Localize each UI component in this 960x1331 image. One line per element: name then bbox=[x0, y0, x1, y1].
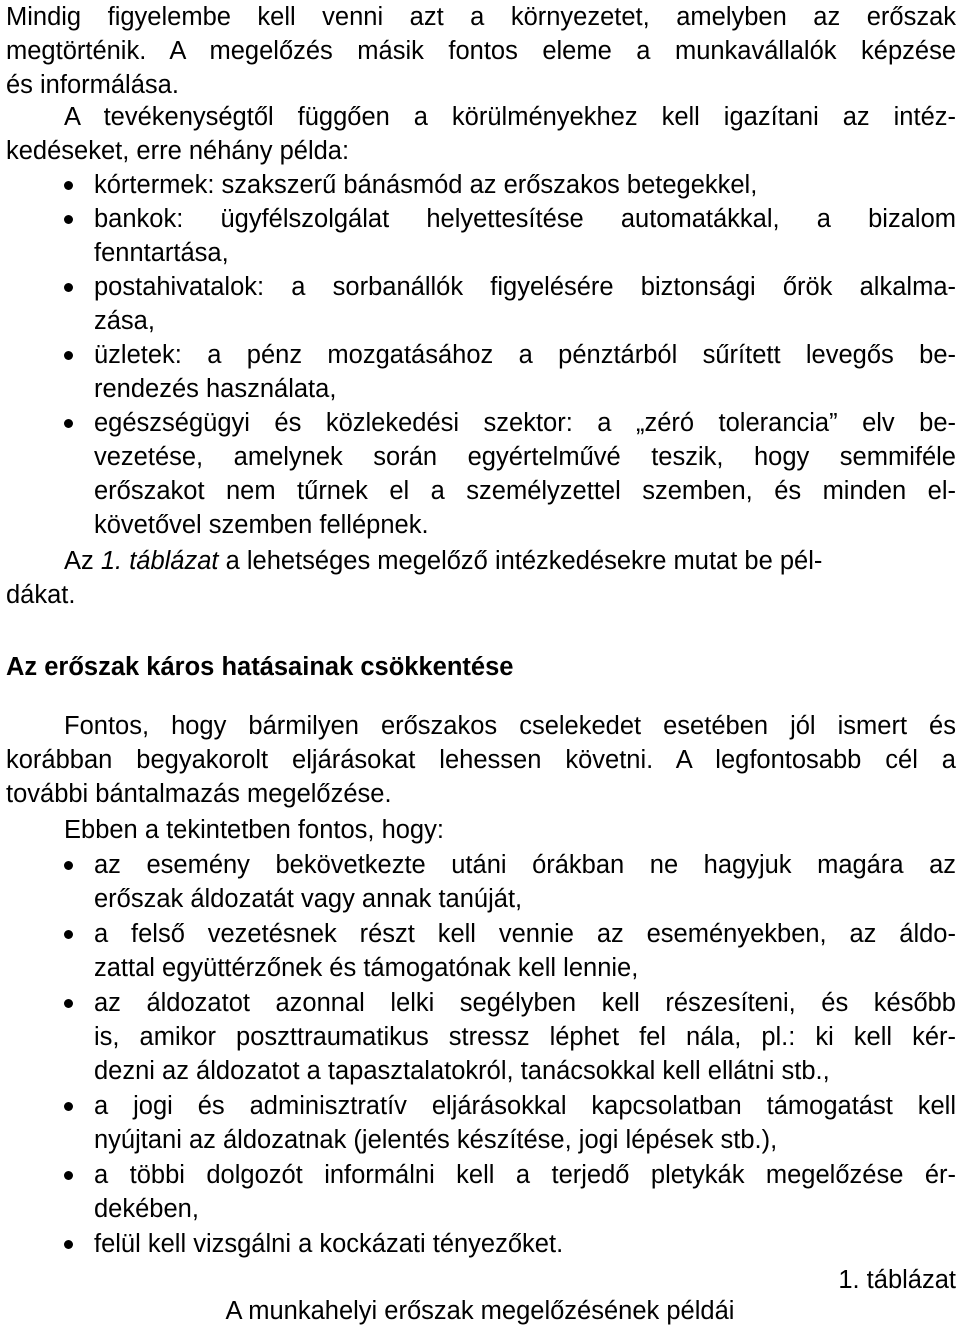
text-line: kedéseket, erre néhány példa: bbox=[6, 137, 350, 165]
text-span: Az bbox=[64, 547, 101, 575]
text-line: további bántalmazás megelőzése. bbox=[6, 780, 392, 808]
bullet-icon bbox=[64, 181, 73, 190]
list-item: erőszak áldozatát vagy annak tanúját, bbox=[94, 885, 523, 913]
text-line: korábban begyakorolt eljárásokat lehessen követni. A legfontosabb cél a bbox=[6, 746, 956, 774]
list-item: a felső vezetésnek részt kell vennie az eseményekben, az áldo- bbox=[94, 920, 956, 948]
bullet-icon bbox=[64, 283, 73, 292]
bullet-icon bbox=[64, 861, 73, 870]
list-item: a jogi és adminisztratív eljárásokkal kapcsolatban támogatást kell bbox=[94, 1092, 956, 1120]
list-item: dezni az áldozatot a tapasztalatokról, tanácsokkal kell ellátni stb., bbox=[94, 1057, 830, 1085]
list-item: dekében, bbox=[94, 1195, 199, 1223]
list-item: zattal együttérzőnek és támogatónak kell lennie, bbox=[94, 954, 639, 982]
list-item: rendezés használata, bbox=[94, 375, 337, 403]
text-line: és informálása. bbox=[6, 71, 179, 99]
list-item: is, amikor poszttraumatikus stressz léphet fel nála, pl.: ki kell kér- bbox=[94, 1023, 956, 1051]
text-line: A tevékenységtől függően a körülményekhez kell igazítani az intéz- bbox=[64, 103, 956, 131]
list-item: egészségügyi és közlekedési szektor: a „zéró tolerancia” elv be- bbox=[94, 409, 956, 437]
list-item: nyújtani az áldozatnak (jelentés készítése, jogi lépések stb.), bbox=[94, 1126, 778, 1154]
list-item: kórtermek: szakszerű bánásmód az erőszakos betegekkel, bbox=[94, 171, 758, 199]
bullet-icon bbox=[64, 999, 73, 1008]
list-item: felül kell vizsgálni a kockázati tényezőket. bbox=[94, 1230, 564, 1258]
list-item: bankok: ügyfélszolgálat helyettesítése automatákkal, a bizalom bbox=[94, 205, 956, 233]
list-item: zása, bbox=[94, 307, 155, 335]
list-item: fenntartása, bbox=[94, 239, 229, 267]
text-span: a lehetséges megelőző intézkedésekre mutat be pél- bbox=[218, 547, 823, 575]
bullet-icon bbox=[64, 215, 73, 224]
text-line: Fontos, hogy bármilyen erőszakos cselekedet esetében jól ismert és bbox=[64, 712, 956, 740]
table-reference-line bbox=[64, 544, 956, 578]
bullet-icon bbox=[64, 351, 73, 360]
list-item: a többi dolgozót informálni kell a terjedő pletykák megelőzése ér- bbox=[94, 1161, 956, 1189]
bullet-icon bbox=[64, 1240, 73, 1249]
bullet-icon bbox=[64, 1102, 73, 1111]
list-item: postahivatalok: a sorbanállók figyelésére biztonsági őrök alkalma- bbox=[94, 273, 956, 301]
text-line: Ebben a tekintetben fontos, hogy: bbox=[64, 816, 444, 844]
table-label: 1. táblázat bbox=[838, 1266, 956, 1294]
list-item: üzletek: a pénz mozgatásához a pénztárból sűrített levegős be- bbox=[94, 341, 956, 369]
list-item: követővel szemben fellépnek. bbox=[94, 511, 429, 539]
text-line: Mindig figyelembe kell venni azt a környezetet, amelyben az erőszak bbox=[6, 3, 956, 31]
text-line: megtörténik. A megelőzés másik fontos eleme a munkavállalók képzése bbox=[6, 37, 956, 65]
text-line: dákat. bbox=[6, 581, 76, 609]
section-heading: Az erőszak káros hatásainak csökkentése bbox=[6, 653, 514, 681]
table-reference-link[interactable]: 1. táblázat bbox=[100, 547, 219, 575]
bullet-icon bbox=[64, 1171, 73, 1180]
list-item: erőszakot nem tűrnek el a személyzettel szemben, és minden el- bbox=[94, 477, 956, 505]
list-item: vezetése, amelynek során egyértelművé teszik, hogy semmiféle bbox=[94, 443, 956, 471]
bullet-icon bbox=[64, 930, 73, 939]
list-item: az esemény bekövetkezte utáni órákban ne hagyjuk magára az bbox=[94, 851, 956, 879]
table-title: A munkahelyi erőszak megelőzésének példái bbox=[225, 1297, 735, 1325]
bullet-icon bbox=[64, 419, 73, 428]
list-item: az áldozatot azonnal lelki segélyben kell részesíteni, és később bbox=[94, 989, 956, 1017]
